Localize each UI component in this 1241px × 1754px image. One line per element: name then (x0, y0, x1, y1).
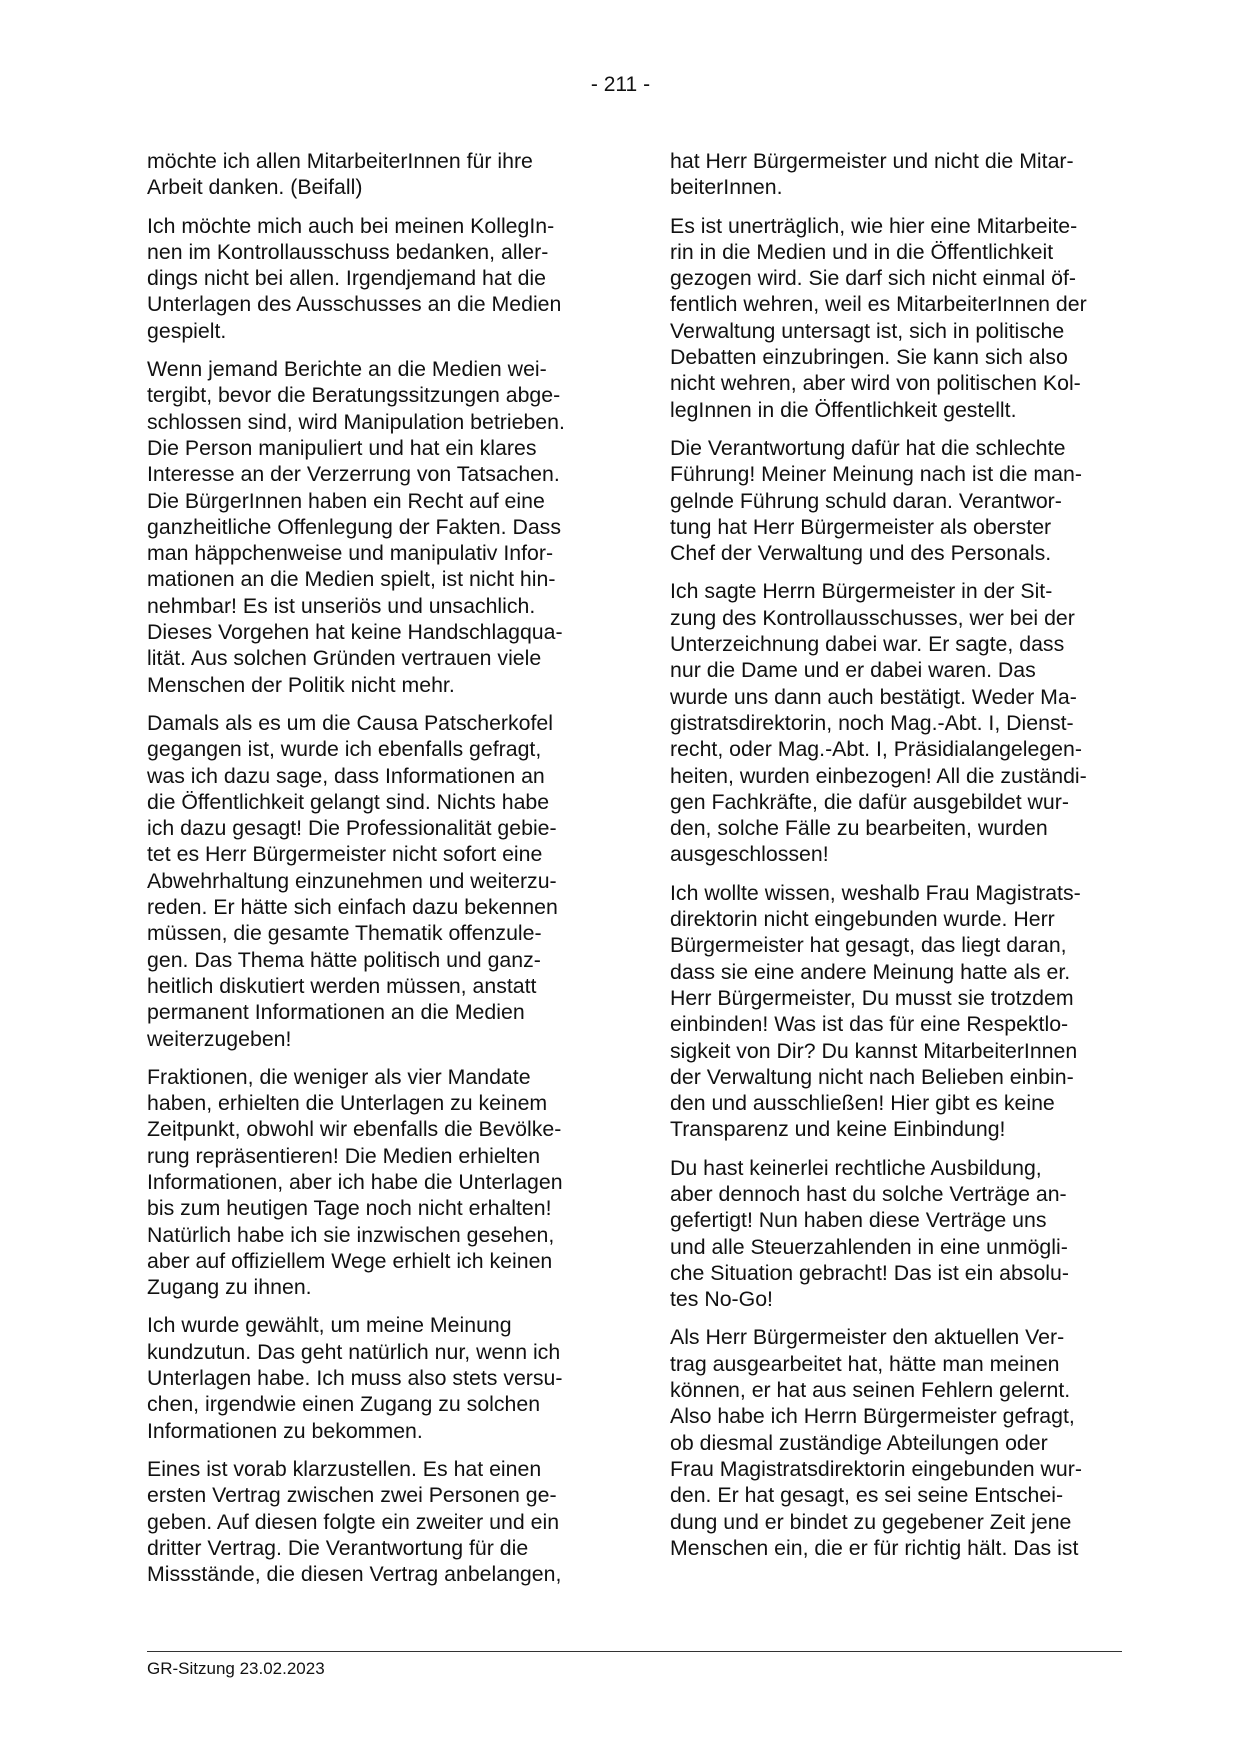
paragraph: hat Herr Bürgermeister und nicht die Mitar- beiterInnen. (670, 149, 1074, 200)
paragraph: Eines ist vorab klarzustellen. Es hat einen ersten Vertrag zwischen zwei Personen ge- geben. Auf diesen folgte ein zweiter und ein dritter Vertrag. Die Verantwortung für die Missstände, die diesen Vertrag anbelangen, (147, 1456, 562, 1587)
paragraph: Es ist unerträglich, wie hier eine Mitarbeite- rin in die Medien und in die Öffentlichkeit gezogen wird. Sie darf sich nicht einmal öf- fentlich wehren, weil es MitarbeiterInnen der Verwaltung untersagt ist, sich in politische Debatten einzubringen. Sie kann sich also nicht wehren, aber wird von politischen Kol- legInnen in die Öffentlichkeit gestellt. (670, 213, 1087, 422)
left-column (147, 148, 603, 1599)
paragraph: Damals als es um die Causa Patscherkofel gegangen ist, wurde ich ebenfalls gefragt, was ich dazu sage, dass Informationen an die Öffentlichkeit gelangt sind. Nichts habe ich dazu gesagt! Die Professionalität gebie- tet es Herr Bürgermeister nicht sofort eine Abwehrhaltung einzunehmen und weiterzu- reden. Er hätte sich einfach dazu bekennen müssen, die gesamte Thematik offenzule- gen. Das Thema hätte politisch und ganz- heitlich diskutiert werden müssen, anstatt permanent Informationen an die Medien weiterzugeben! (147, 710, 558, 1051)
paragraph: Ich wurde gewählt, um meine Meinung kundzutun. Das geht natürlich nur, wenn ich Unterlagen habe. Ich muss also stets versu- chen, irgendwie einen Zugang zu solchen Informationen zu bekommen. (147, 1313, 563, 1443)
paragraph: Als Herr Bürgermeister den aktuellen Ver- trag ausgearbeitet hat, hätte man meinen können, er hat aus seinen Fehlern gelernt. Also habe ich Herrn Bürgermeister gefragt, ob diesmal zuständige Abteilungen oder Frau Magistratsdirektorin eingebunden wur- den. Er hat gesagt, es sei seine Entschei- dung und er bindet zu gegebener Zeit jene Menschen ein, die er für richtig hält. Das ist (670, 1325, 1082, 1560)
footer-divider (147, 1651, 1122, 1652)
right-column (670, 148, 1126, 1573)
paragraph: Du hast keinerlei rechtliche Ausbildung, aber dennoch hast du solche Verträge an- gefertigt! Nun haben diese Verträge uns und alle Steuerzahlenden in eine unmögli- che Situation gebracht! Das ist ein absolu- tes No-Go! (670, 1155, 1069, 1312)
paragraph: Ich möchte mich auch bei meinen KollegIn- nen im Kontrollausschuss bedanken, aller- dings nicht bei allen. Irgendjemand hat die Unterlagen des Ausschusses an die Medien gespielt. (147, 213, 562, 343)
paragraph: Wenn jemand Berichte an die Medien wei- tergibt, bevor die Beratungssitzungen abge- schlossen sind, wird Manipulation betrieben. Die Person manipuliert und hat ein klares Interesse an der Verzerrung von Tatsachen. Die BürgerInnen haben ein Recht auf eine ganzheitliche Offenlegung der Fakten. Dass man häppchenweise und manipulativ Infor- mationen an die Medien spielt, ist nicht hin- nehmbar! Es ist unseriös und unsachlich. Dieses Vorgehen hat keine Handschlagqua- lität. Aus solchen Gründen vertrauen viele Menschen der Politik nicht mehr. (147, 357, 565, 697)
page-number: - 211 - (590, 73, 651, 96)
paragraph: möchte ich allen MitarbeiterInnen für ihre Arbeit danken. (Beifall) (147, 149, 533, 200)
footer-session-date: GR-Sitzung 23.02.2023 (147, 1659, 325, 1678)
paragraph: Fraktionen, die weniger als vier Mandate haben, erhielten die Unterlagen zu keinem Zeitpunkt, obwohl wir ebenfalls die Bevölke- rung repräsentieren! Die Medien erhielten Informationen, aber ich habe die Unterlagen bis zum heutigen Tage noch nicht erhalten! Natürlich habe ich sie inzwischen gesehen, aber auf offiziellem Wege erhielt ich keinen Zugang zu ihnen. (147, 1064, 563, 1300)
paragraph: Ich sagte Herrn Bürgermeister in der Sit- zung des Kontrollausschusses, wer bei der Unterzeichnung dabei war. Er sagte, dass nur die Dame und er dabei waren. Das wurde uns dann auch bestätigt. Weder Ma- gistratsdirektorin, noch Mag.-Abt. I, Dienst- recht, oder Mag.-Abt. I, Präsidialangelegen- heiten, wurden einbezogen! All die zuständi- gen Fachkräfte, die dafür ausgebildet wur- den, solche Fälle zu bearbeiten, wurden ausgeschlossen! (670, 579, 1087, 867)
paragraph: Die Verantwortung dafür hat die schlechte Führung! Meiner Meinung nach ist die man- gelnde Führung schuld daran. Verantwor- tung hat Herr Bürgermeister als oberster Chef der Verwaltung und des Personals. (670, 435, 1082, 566)
paragraph: Ich wollte wissen, weshalb Frau Magistrats- direktorin nicht eingebunden wurde. Herr Bürgermeister hat gesagt, das liegt daran, dass sie eine andere Meinung hatte als er. Herr Bürgermeister, Du musst sie trotzdem einbinden! Was ist das für eine Respektlo- sigkeit von Dir? Du kannst MitarbeiterInnen der Verwaltung nicht nach Belieben einbin- den und ausschließen! Hier gibt es keine Transparenz und keine Einbindung! (670, 880, 1081, 1142)
